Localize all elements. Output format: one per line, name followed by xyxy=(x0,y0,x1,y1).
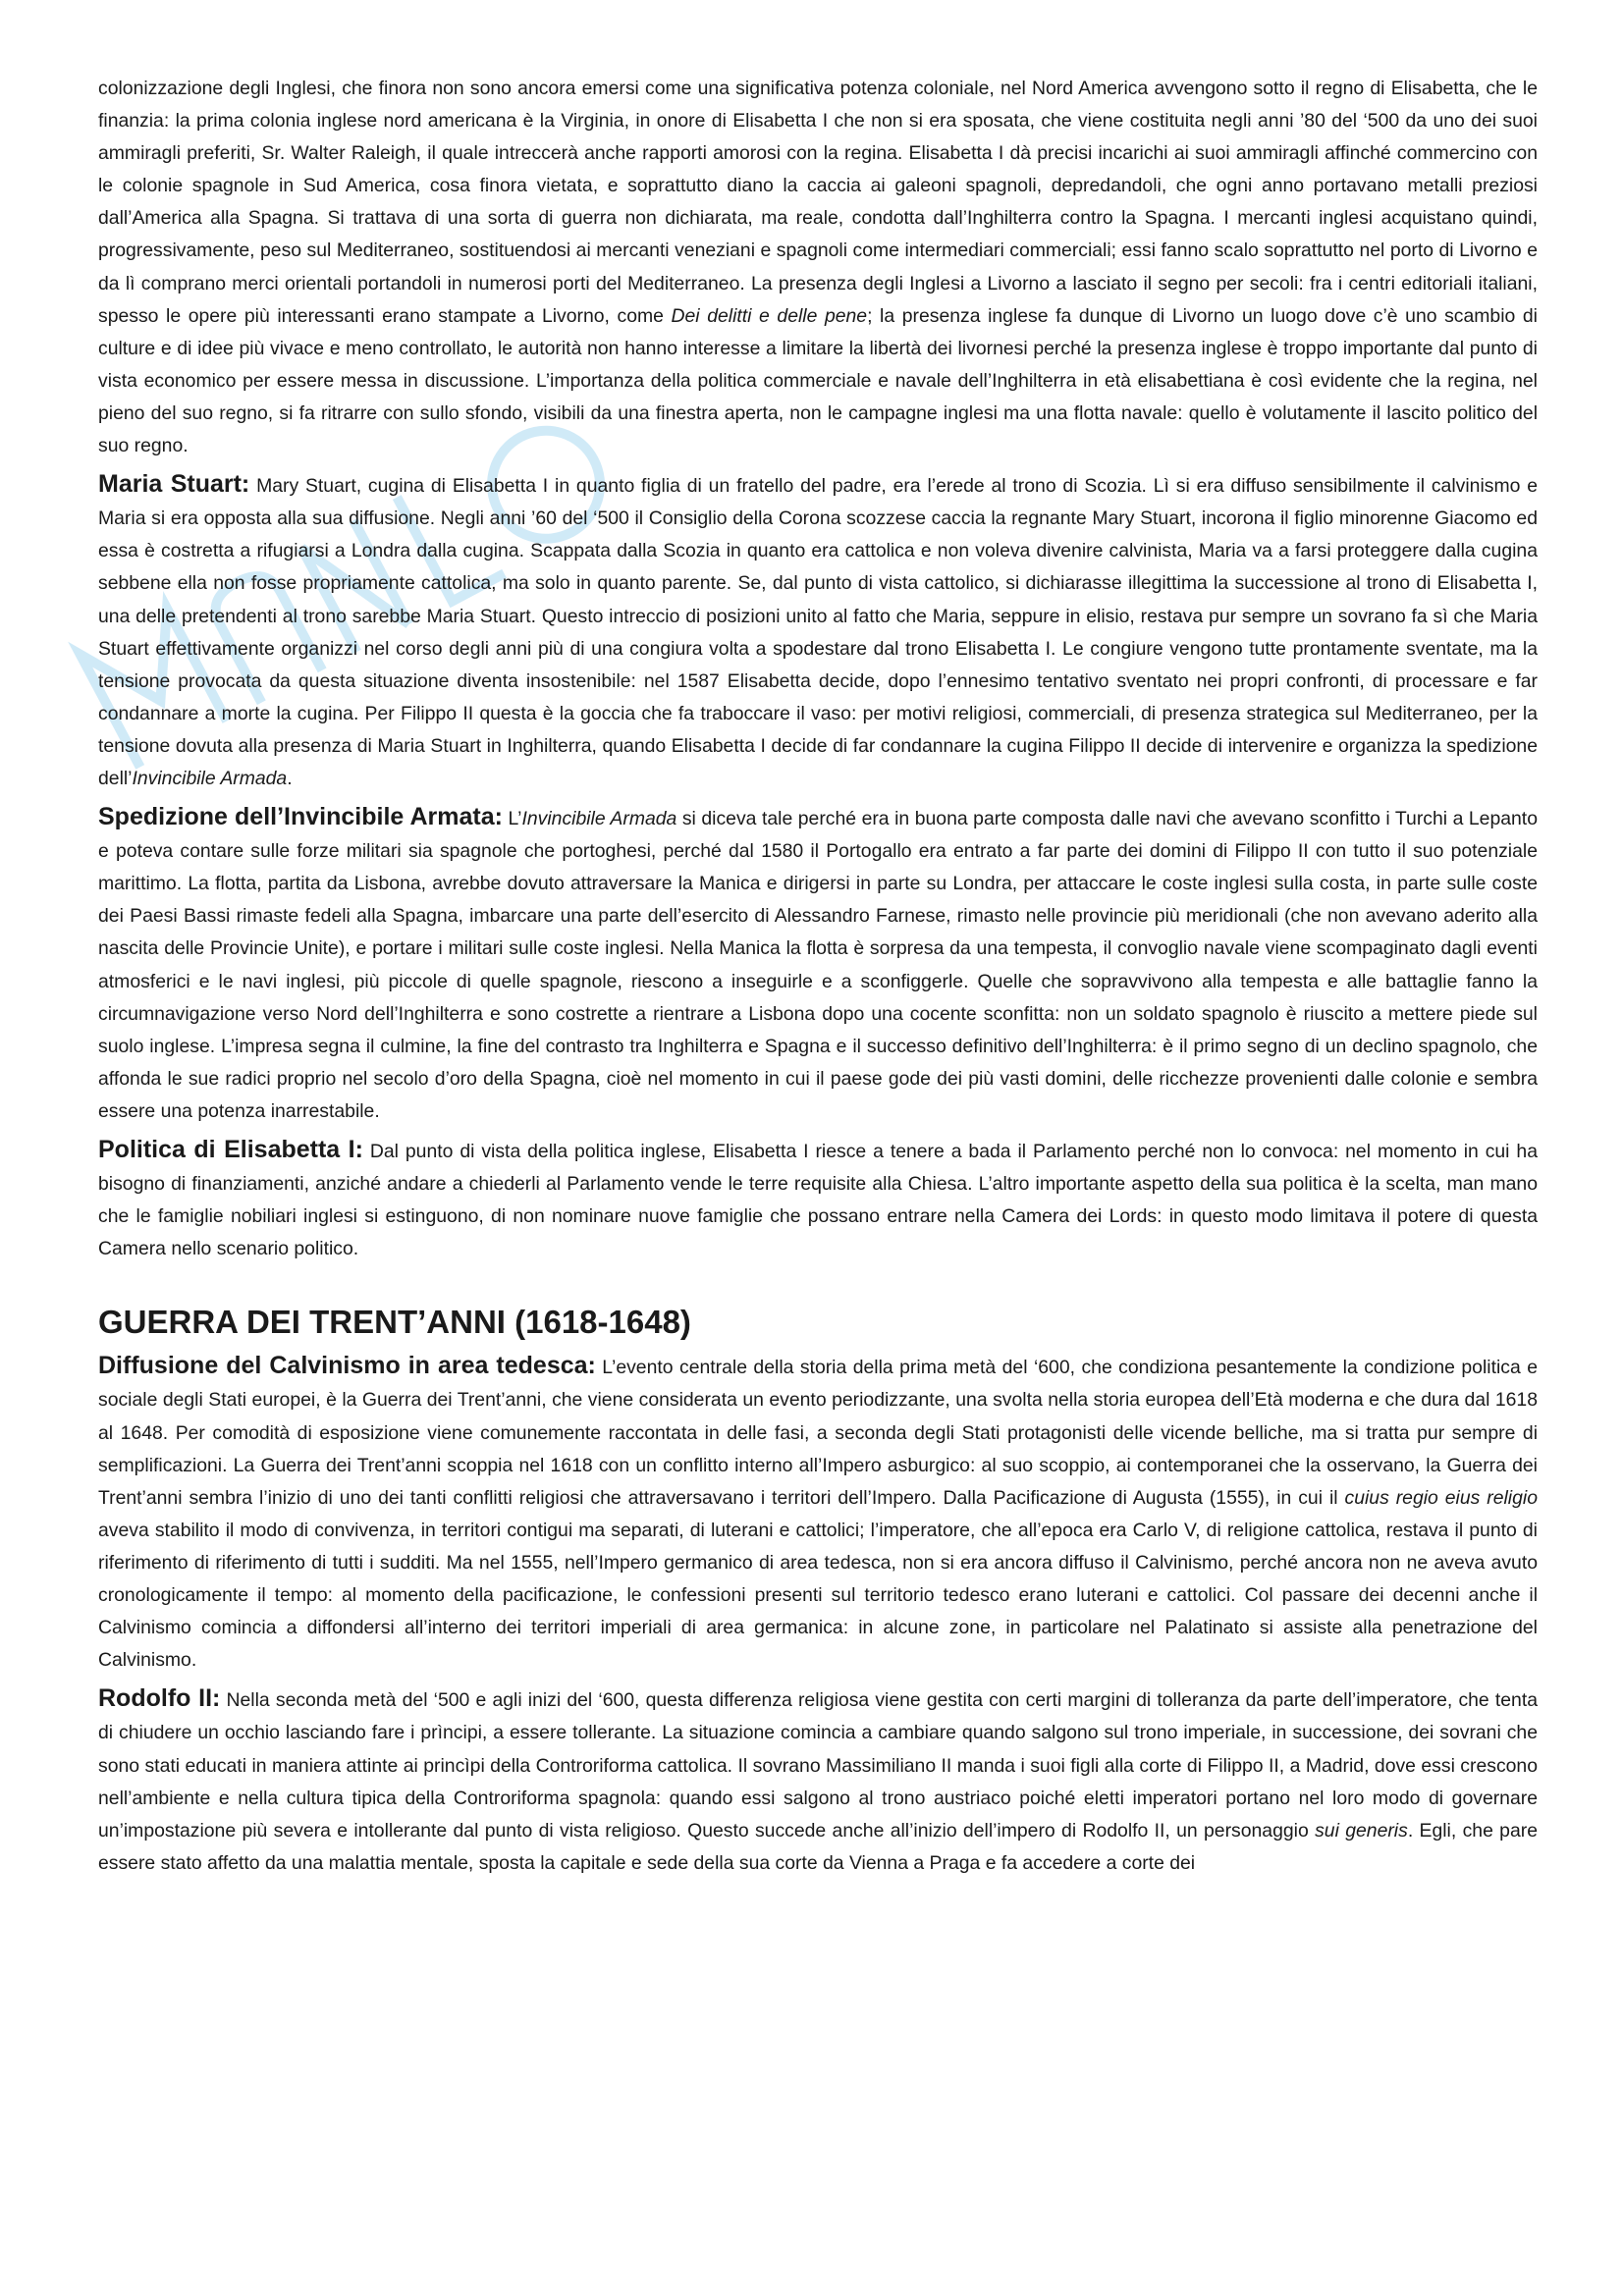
paragraph xyxy=(98,1134,1538,1265)
section-paragraphs xyxy=(98,1350,1538,1880)
body-text: L’evento centrale della storia della prima metà del ‘600, che condiziona pesantemente la condizione politica e sociale degli Stati europei, è la Guerra dei Trent’anni, che viene considerata un evento periodizzante, una svolta nella storia europea dell’Età moderna e che dura dal 1618 al 1648. Per comodità di esposizione viene comunemente raccontata in delle fasi, a seconda degli Stati protagonisti delle vicende belliche, ma si tratta pur sempre di semplificazioni. La Guerra dei Trent’anni scoppia nel 1618 con un conflitto interno all’Impero asburgico: al suo scoppio, ai contemporanei che la osservano, la Guerra dei Trent’anni sembra l’inizio di uno dei tanti conflitti religiosi che attraversavano i territori dell’Impero. Dalla Pacificazione di Augusta (1555), in cui il xyxy=(98,1357,1538,1509)
body-text: aveva stabilito il modo di convivenza, in territori contigui ma separati, di luterani e cattolici; l’imperatore, che all’epoca era Carlo V, di religione cattolica, restava il punto di riferimento di riferimento di tutti i sudditi. Ma nel 1555, nell’Impero germanico di area tedesca, non si era ancora diffuso il Calvinismo, perché ancora non ne aveva avuto cronologicamente il tempo: al momento della pacificazione, le confessioni presenti sul territorio tedesco erano luterani e cattolici. Col passare dei decenni anche il Calvinismo comincia a diffondersi all’interno dei territori imperiali di area germanica: in alcune zone, in particolare nel Palatinato si assiste alla penetrazione del Calvinismo. xyxy=(98,1519,1538,1672)
paragraph xyxy=(98,73,1538,462)
body-text: si diceva tale perché era in buona parte composta dalle navi che avevano sconfitto i Turchi a Lepanto e poteva contare sulle forze militari sia spagnole che portoghesi, perché dal 1580 il Portogallo era entrato a far parte dei domini di Filippo II con tutto il suo potenziale marittimo. La flotta, partita da Lisbona, avrebbe dovuto attraversare la Manica e dirigersi in parte su Londra, per attaccare le coste inglesi sulla costa, in parte sulle coste dei Paesi Bassi rimaste fedeli alla Spagna, imbarcare una parte dell’esercito di Alessandro Farnese, rimasto nelle provincie più meridionali (che non avevano aderito alla nascita delle Provincie Unite), e portare i militari sulle coste inglesi. Nella Manica la flotta è sorpresa da una tempesta, il convoglio navale viene scompaginato dagli eventi atmosferici e le navi inglesi, più piccole di quelle spagnole, riescono a inseguirle e a sconfiggerle. Quelle che sopravvivono alla tempesta e alle battaglie fanno la circumnavigazione verso Nord dell’Inghilterra e sono costrette a rientrare a Lisbona dopo una cocente sconfitta: non un soldato spagnolo è riuscito a mettere piede sul suolo inglese. L’impresa segna il culmine, la fine del contrasto tra Inghilterra e Spagna e il successo definitivo dell’Inghilterra: è il primo segno di un declino spagnolo, che affonda le sue radici proprio nel secolo d’oro della Spagna, cioè nel momento in cui il paese gode dei più vasti domini, delle ricchezze provenienti dalle colonie e sembra essere una potenza inarrestabile. xyxy=(98,808,1538,1122)
paragraph xyxy=(98,1682,1538,1880)
paragraph xyxy=(98,1350,1538,1677)
body-text: colonizzazione degli Inglesi, che finora non sono ancora emersi come una significativa potenza coloniale, nel Nord America avvengono sotto il regno di Elisabetta, che le finanzia: la prima colonia inglese nord americana è la Virginia, in onore di Elisabetta I che non si era sposata, che viene costituita negli anni ’80 del ‘500 da uno dei suoi ammiragli preferiti, Sr. Walter Raleigh, il quale intreccerà anche rapporti amorosi con la regina. Elisabetta I dà precisi incarichi ai suoi ammiragli affinché commercino con le colonie spagnole in Sud America, cosa finora vietata, e soprattutto diano la caccia ai galeoni spagnoli, depredandoli, che ogni anno portavano metalli preziosi dall’America alla Spagna. Si trattava di una sorta di guerra non dichiarata, ma reale, condotta dall’Inghilterra contro la Spagna. I mercanti inglesi acquistano quindi, progressivamente, peso sul Mediterraneo, sostituendosi ai mercanti veneziani e spagnoli come intermediari commerciali; essi fanno scalo soprattutto nel porto di Livorno e da lì comprano merci orientali portandoli in numerosi porti del Mediterraneo. La presenza degli Inglesi a Livorno a lasciato il segno per secoli: fra i centri editoriali italiani, spesso le opere più interessanti erano stampate a Livorno, come xyxy=(98,78,1538,327)
paragraph-heading: Diffusione del Calvinismo in area tedesca: xyxy=(98,1352,596,1380)
italic-text: cuius regio eius religio xyxy=(1344,1486,1538,1509)
italic-text: Dei delitti e delle pene xyxy=(671,304,868,327)
body-text: . Egli, che pare essere stato affetto da una malattia mentale, sposta la capitale e sede della sua corte da Vienna a Praga e fa accedere a corte dei xyxy=(98,1819,1538,1874)
italic-text: Invincibile Armada xyxy=(132,767,288,789)
body-text: . xyxy=(287,767,293,789)
paragraph-heading: Rodolfo II: xyxy=(98,1684,221,1713)
body-text: ; la presenza inglese fa dunque di Livorno un luogo dove c’è uno scambio di culture e di idee più vivace e meno controllato, le autorità non hanno interesse a limitare la libertà dei livornesi perché la presenza inglese è troppo importante dal punto di vista economico per essere messa in discussione. L’importanza della politica commerciale e navale dell’Inghilterra in età elisabettiana è così evidente che la regina, nel pieno del suo regno, si fa ritrarre con sullo sfondo, visibili da una finestra aperta, non le campagne inglesi ma una flotta navale: quello è volutamente il lascito politico del suo regno. xyxy=(98,304,1538,457)
body-text: Dal punto di vista della politica inglese, Elisabetta I riesce a tenere a bada il Parlamento perché non lo convoca: nel momento in cui ha bisogno di finanziamenti, anziché andare a chiederli al Parlamento vende le terre requisite alla Chiesa. L’altro importante aspetto della sua politica è la scelta, man mano che le famiglie nobiliari inglesi si estinguono, di non nominare nuove famiglie che possano entrare nella Camera dei Lords: in questo modo limitava il potere di questa Camera nello scenario politico. xyxy=(98,1141,1538,1260)
paragraph-heading: Maria Stuart: xyxy=(98,470,250,499)
document-page xyxy=(98,73,1538,1886)
paragraph-heading: Politica di Elisabetta I: xyxy=(98,1136,363,1163)
italic-text: Invincibile Armada xyxy=(521,808,677,830)
italic-text: sui generis xyxy=(1315,1819,1408,1842)
body-text: L’ xyxy=(502,808,522,830)
main-paragraphs xyxy=(98,73,1538,1265)
paragraph xyxy=(98,801,1538,1128)
body-text: Nella seconda metà del ‘500 e agli inizi del ‘600, questa differenza religiosa viene gestita con certi margini di tolleranza da parte dell’imperatore, che tenta di chiudere un occhio lasciando fare i prìncipi, a essere tollerante. La situazione comincia a cambiare quando salgono sul trono imperiale, in successione, dei sovrani che sono stati educati in maniera attinte ai princìpi della Controriforma cattolica. Il sovrano Massimiliano II manda i suoi figli alla corte di Filippo II, a Madrid, dove essi crescono nell’ambiente e nella cultura tipica della Controriforma spagnola: quando essi salgono al trono austriaco poiché eletti imperatori portano nel loro modo di governare un’impostazione più severa e intollerante dal punto di vista religioso. Questo succede anche all’inizio dell’impero di Rodolfo II, un personaggio xyxy=(98,1689,1538,1842)
paragraph xyxy=(98,468,1538,795)
section-title: GUERRA DEI TRENT’ANNI (1618-1648) xyxy=(98,1304,691,1341)
body-text: Mary Stuart, cugina di Elisabetta I in quanto figlia di un fratello del padre, era l’erede al trono di Scozia. Lì si era diffuso sensibilmente il calvinismo e Maria si era opposta alla sua diffusione. Negli anni ’60 del ‘500 il Consiglio della Corona scozzese caccia la regnante Mary Stuart, incorona il figlio minorenne Giacomo ed essa è costretta a rifugiarsi a Londra dalla cugina. Scappata dalla Scozia in quanto era cattolica e non voleva divenire calvinista, Maria va a farsi proteggere dalla cugina sebbene ella non fosse propriamente cattolica, ma solo in quanto parente. Se, dal punto di vista cattolico, si dichiarasse illegittima la successione al trono di Elisabetta I, una delle pretendenti al trono sarebbe Maria Stuart. Questo intreccio di posizioni unito al fatto che Maria, seppure in elisio, restava pur sempre un sovrano fa sì che Maria Stuart effettivamente organizzi nel corso degli anni più di una congiura volta a spodestare dal trono Elisabetta I. Le congiure vengono tutte prontamente sventate, ma la tensione provocata da questa situazione diventa insostenibile: nel 1587 Elisabetta decide, dopo l’ennesimo tentativo sventato nei propri confronti, di processare e far condannare a morte la cugina. Per Filippo II questa è la goccia che fa traboccare il vaso: per motivi religiosi, commerciali, di presenza strategica sul Mediterraneo, per la tensione dovuta alla presenza di Maria Stuart in Inghilterra, quando Elisabetta I decide di far condannare la cugina Filippo II decide di intervenire e organizza la spedizione dell’ xyxy=(98,475,1538,789)
paragraph-heading: Spedizione dell’Invincibile Armata: xyxy=(98,803,503,831)
